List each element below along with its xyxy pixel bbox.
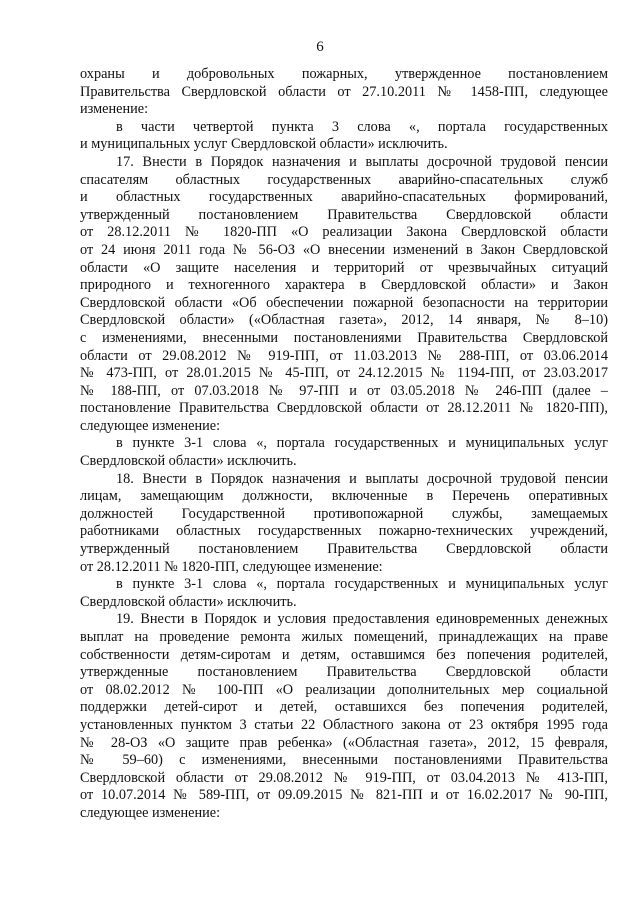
text-line: Свердловской области от 29.08.2012 № 919-ПП, от 03.04.2013 № 413-ПП,: [80, 769, 608, 786]
text-line: с изменениями, внесенными постановлениями Правительства Свердловской: [80, 329, 608, 346]
text-line: 18. Внести в Порядок назначения и выплаты досрочной трудовой пенсии: [116, 470, 608, 487]
text-line: № 473-ПП, от 28.01.2015 № 45-ПП, от 24.12.2015 № 1194-ПП, от 23.03.2017: [80, 365, 608, 382]
text-line: изменение:: [80, 101, 149, 118]
text-line: № 59–60) с изменениями, внесенными постановлениями Правительства: [80, 752, 608, 769]
text-line: в пункте 3-1 слова «, портала государственных и муниципальных услуг: [116, 435, 608, 452]
text-line: области от 29.08.2012 № 919-ПП, от 11.03.2013 № 288-ПП, от 03.06.2014: [80, 347, 608, 364]
text-line: Свердловской области «Об обеспечении пожарной безопасности на территории: [80, 294, 608, 311]
text-line: от 24 июня 2011 года № 56-ОЗ «О внесении изменений в Закон Свердловской: [80, 241, 608, 258]
text-line: Свердловской области» («Областная газета», 2012, 14 января, № 8–10): [80, 312, 608, 329]
text-line: поддержки детей-сирот и детей, оставшихся без попечения родителей,: [80, 699, 608, 716]
text-line: области «О защите населения и территорий от чрезвычайных ситуаций: [80, 259, 608, 276]
text-line: постановление Правительства Свердловской области от 28.12.2011 № 1820-ПП),: [80, 400, 608, 417]
text-line: 17. Внести в Порядок назначения и выплаты досрочной трудовой пенсии: [116, 153, 608, 170]
text-line: установленных пунктом 3 статьи 22 Областного закона от 23 октября 1995 года: [80, 716, 608, 733]
text-line: работниками областных государственных пожарно-технических учреждений,: [80, 523, 608, 540]
page-number: 6: [316, 39, 324, 55]
text-line: и областных государственных аварийно-спасательных формирований,: [80, 189, 608, 206]
text-line: и муниципальных услуг Свердловской области» исключить.: [80, 136, 448, 153]
text-line: должностей Государственной противопожарной службы, замещаемых: [80, 505, 608, 522]
document-body: [80, 66, 608, 823]
text-line: утвержденный постановлением Правительства Свердловской области: [80, 541, 608, 558]
text-line: утвержденные постановлением Правительства Свердловской области: [80, 664, 608, 681]
text-line: в части четвертой пункта 3 слова «, портала государственных: [116, 118, 608, 135]
text-line: утвержденный постановлением Правительства Свердловской области: [80, 206, 608, 223]
text-line: № 188-ПП, от 07.03.2018 № 97-ПП и от 03.05.2018 № 246-ПП (далее –: [80, 382, 608, 399]
text-line: спасателям областных государственных аварийно-спасательных служб: [80, 171, 608, 188]
text-line: Свердловской области» исключить.: [80, 593, 297, 610]
text-line: 19. Внести в Порядок и условия предоставления единовременных денежных: [116, 611, 608, 628]
text-line: Свердловской области» исключить.: [80, 453, 297, 470]
text-line: от 08.02.2012 № 100-ПП «О реализации дополнительных мер социальной: [80, 681, 608, 698]
text-line: от 10.07.2014 № 589-ПП, от 09.09.2015 № 821-ПП и от 16.02.2017 № 90-ПП,: [80, 787, 608, 804]
text-line: в пункте 3-1 слова «, портала государственных и муниципальных услуг: [116, 576, 608, 593]
text-line: следующее изменение:: [80, 417, 221, 434]
text-line: выплат на проведение ремонта жилых помещений, принадлежащих на праве: [80, 629, 608, 645]
text-line: следующее изменение:: [80, 804, 221, 821]
text-line: от 28.12.2011 № 1820-ПП, следующее изменение:: [80, 558, 383, 575]
text-line: лицам, замещающим должности, включенные в Перечень оперативных: [80, 488, 608, 505]
text-line: от 28.12.2011 № 1820-ПП «О реализации Закона Свердловской области: [80, 224, 608, 241]
text-line: природного и техногенного характера в Свердловской области» и Закон: [80, 277, 608, 294]
text-line: собственности детям-сиротам и детям, оставшимся без попечения родителей,: [80, 646, 608, 663]
text-line: Правительства Свердловской области от 27.10.2011 № 1458-ПП, следующее: [80, 83, 608, 100]
text-line: охраны и добровольных пожарных, утвержденное постановлением: [80, 66, 608, 82]
text-line: № 28-ОЗ «О защите прав ребенка» («Областная газета», 2012, 15 февраля,: [80, 734, 608, 751]
